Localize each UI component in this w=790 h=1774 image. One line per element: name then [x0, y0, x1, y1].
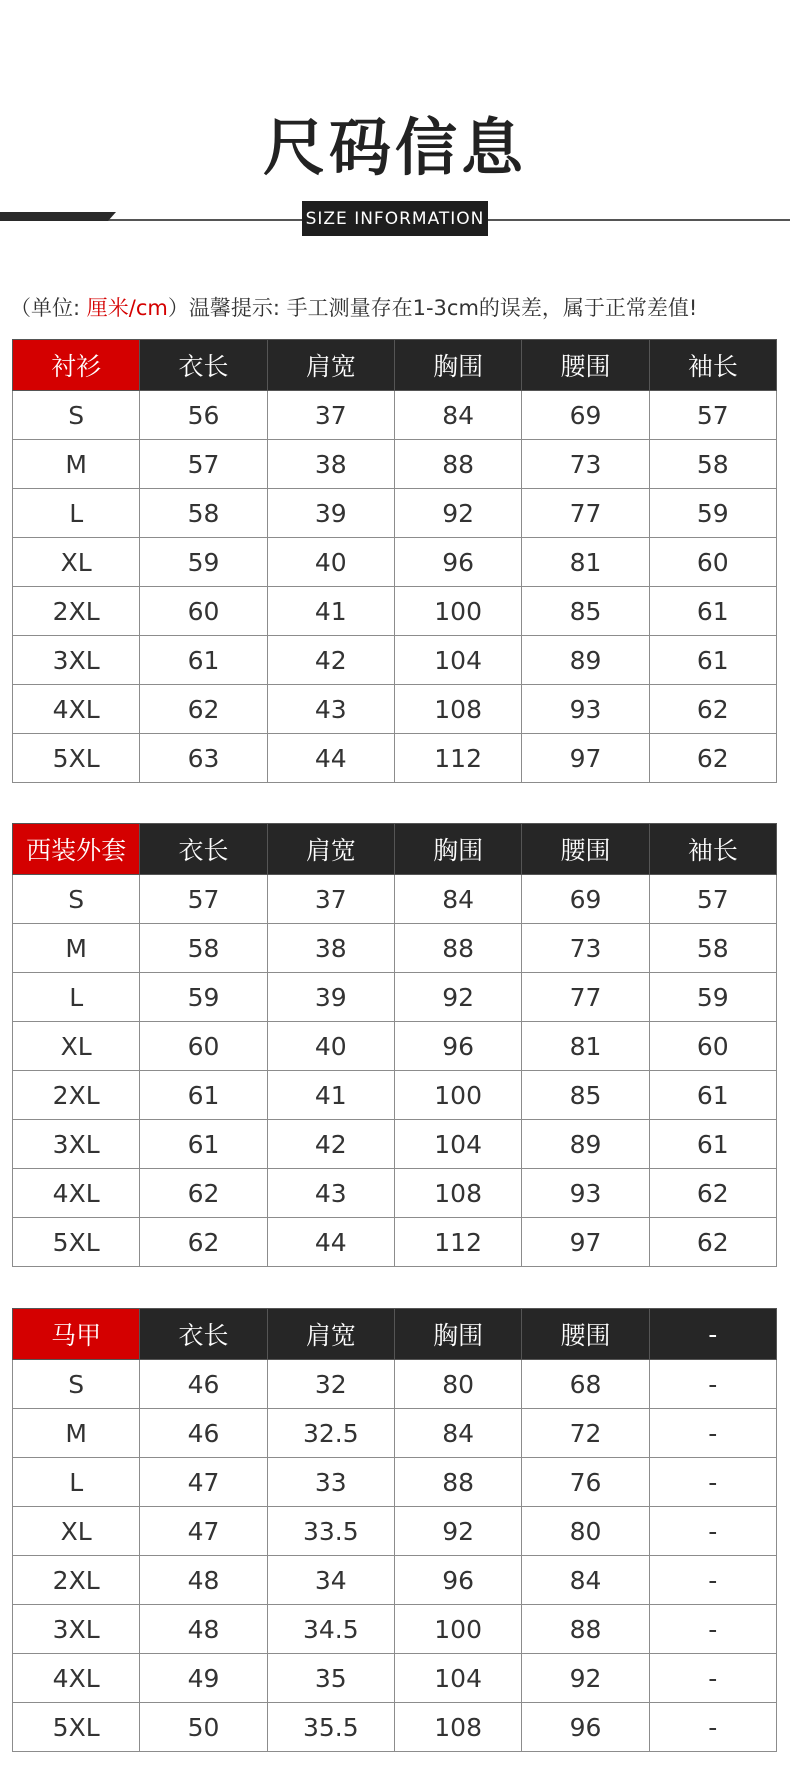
table-row [13, 1169, 777, 1218]
measurement-cell: 92 [394, 973, 521, 1022]
size-information-badge: SIZE INFORMATION [302, 201, 488, 236]
measurement-cell: 43 [267, 1169, 394, 1218]
measurement-cell: 77 [522, 973, 649, 1022]
measurement-cell: - [649, 1654, 776, 1703]
measurement-cell: 60 [140, 587, 267, 636]
measurement-cell: - [649, 1556, 776, 1605]
measurement-cell: 44 [267, 1218, 394, 1267]
column-header: 肩宽 [267, 824, 394, 875]
measurement-cell: 88 [394, 1458, 521, 1507]
measurement-cell: 81 [522, 1022, 649, 1071]
measurement-cell: 57 [140, 875, 267, 924]
column-header: 胸围 [394, 1309, 521, 1360]
measurement-cell: 57 [140, 440, 267, 489]
column-header: 腰围 [522, 340, 649, 391]
size-label-cell: M [13, 924, 140, 973]
measurement-cell: 96 [394, 1556, 521, 1605]
size-table-suit-jacket [12, 823, 777, 1267]
measurement-cell: 33 [267, 1458, 394, 1507]
measurement-cell: 100 [394, 587, 521, 636]
table-row [13, 440, 777, 489]
measurement-cell: 58 [649, 440, 776, 489]
measurement-cell: 60 [649, 1022, 776, 1071]
measurement-cell: 89 [522, 1120, 649, 1169]
column-header: 腰围 [522, 1309, 649, 1360]
table-row [13, 1120, 777, 1169]
measurement-cell: 88 [394, 440, 521, 489]
measurement-cell: 50 [140, 1703, 267, 1752]
garment-type-header: 西装外套 [13, 824, 140, 875]
measurement-cell: 96 [522, 1703, 649, 1752]
measurement-cell: 108 [394, 1169, 521, 1218]
measurement-cell: 104 [394, 1654, 521, 1703]
measurement-cell: 32 [267, 1360, 394, 1409]
measurement-cell: 73 [522, 924, 649, 973]
measurement-cell: 35 [267, 1654, 394, 1703]
measurement-cell: 92 [394, 1507, 521, 1556]
measurement-cell: 108 [394, 685, 521, 734]
measurement-cell: 46 [140, 1409, 267, 1458]
measurement-cell: 59 [140, 973, 267, 1022]
measurement-cell: 34 [267, 1556, 394, 1605]
column-header: 肩宽 [267, 1309, 394, 1360]
measurement-cell: 100 [394, 1071, 521, 1120]
measurement-cell: 40 [267, 1022, 394, 1071]
measurement-cell: 61 [140, 1071, 267, 1120]
measurement-cell: 44 [267, 734, 394, 783]
note-unit: 厘米/cm [86, 296, 168, 320]
size-label-cell: 4XL [13, 1169, 140, 1218]
measurement-cell: 46 [140, 1360, 267, 1409]
table-row [13, 391, 777, 440]
table-row [13, 489, 777, 538]
measurement-cell: 40 [267, 538, 394, 587]
measurement-cell: 32.5 [267, 1409, 394, 1458]
size-label-cell: 2XL [13, 1556, 140, 1605]
measurement-cell: 61 [649, 1071, 776, 1120]
measurement-cell: 34.5 [267, 1605, 394, 1654]
measurement-cell: 97 [522, 1218, 649, 1267]
measurement-cell: 85 [522, 587, 649, 636]
measurement-cell: 42 [267, 1120, 394, 1169]
measurement-cell: 84 [394, 391, 521, 440]
measurement-cell: 57 [649, 875, 776, 924]
size-label-cell: L [13, 1458, 140, 1507]
measurement-cell: - [649, 1360, 776, 1409]
measurement-cell: - [649, 1458, 776, 1507]
column-header: 袖长 [649, 824, 776, 875]
column-header: 衣长 [140, 1309, 267, 1360]
column-header: 肩宽 [267, 340, 394, 391]
measurement-cell: 84 [394, 875, 521, 924]
measurement-cell: 58 [140, 924, 267, 973]
column-header: - [649, 1309, 776, 1360]
table-row [13, 924, 777, 973]
column-header: 衣长 [140, 340, 267, 391]
measurement-cell: 73 [522, 440, 649, 489]
header-row [13, 1309, 777, 1360]
measurement-cell: 59 [140, 538, 267, 587]
table-row [13, 1022, 777, 1071]
measurement-cell: 48 [140, 1605, 267, 1654]
measurement-cell: 60 [140, 1022, 267, 1071]
measurement-cell: 93 [522, 1169, 649, 1218]
measurement-cell: 85 [522, 1071, 649, 1120]
measurement-cell: 61 [649, 1120, 776, 1169]
measurement-cell: 35.5 [267, 1703, 394, 1752]
size-table-shirt [12, 339, 777, 783]
size-label-cell: S [13, 875, 140, 924]
measurement-cell: 56 [140, 391, 267, 440]
column-header: 腰围 [522, 824, 649, 875]
size-label-cell: 3XL [13, 636, 140, 685]
table-row [13, 1071, 777, 1120]
measurement-cell: 80 [522, 1507, 649, 1556]
measurement-cell: 47 [140, 1507, 267, 1556]
table-row [13, 1703, 777, 1752]
measurement-cell: 72 [522, 1409, 649, 1458]
measurement-cell: 58 [140, 489, 267, 538]
measurement-cell: - [649, 1507, 776, 1556]
size-label-cell: L [13, 973, 140, 1022]
measurement-cell: 62 [649, 1218, 776, 1267]
measurement-cell: - [649, 1605, 776, 1654]
measurement-cell: 59 [649, 973, 776, 1022]
size-label-cell: L [13, 489, 140, 538]
measurement-cell: 59 [649, 489, 776, 538]
size-label-cell: S [13, 391, 140, 440]
column-header: 胸围 [394, 824, 521, 875]
measurement-cell: 92 [522, 1654, 649, 1703]
measurement-cell: 62 [649, 1169, 776, 1218]
table-row [13, 973, 777, 1022]
measurement-cell: 37 [267, 875, 394, 924]
measurement-note [10, 293, 785, 323]
table-row [13, 1605, 777, 1654]
note-rest: ）温馨提示: 手工测量存在1-3cm的误差，属于正常差值! [167, 296, 698, 320]
measurement-cell: 92 [394, 489, 521, 538]
measurement-cell: 61 [649, 636, 776, 685]
measurement-cell: 38 [267, 440, 394, 489]
table-row [13, 1556, 777, 1605]
measurement-cell: 76 [522, 1458, 649, 1507]
measurement-cell: 68 [522, 1360, 649, 1409]
measurement-cell: 62 [649, 685, 776, 734]
measurement-cell: 96 [394, 1022, 521, 1071]
size-label-cell: 4XL [13, 1654, 140, 1703]
size-label-cell: M [13, 1409, 140, 1458]
page-title: 尺码信息 [262, 111, 527, 184]
table-row [13, 1458, 777, 1507]
size-label-cell: 5XL [13, 734, 140, 783]
measurement-cell: 77 [522, 489, 649, 538]
measurement-cell: 89 [522, 636, 649, 685]
table-row [13, 636, 777, 685]
measurement-cell: - [649, 1409, 776, 1458]
size-label-cell: XL [13, 538, 140, 587]
size-label-cell: 2XL [13, 587, 140, 636]
column-header: 衣长 [140, 824, 267, 875]
measurement-cell: 49 [140, 1654, 267, 1703]
measurement-cell: 108 [394, 1703, 521, 1752]
measurement-cell: 48 [140, 1556, 267, 1605]
measurement-cell: 96 [394, 538, 521, 587]
measurement-cell: 69 [522, 391, 649, 440]
table-row [13, 1409, 777, 1458]
measurement-cell: 61 [140, 636, 267, 685]
measurement-cell: 112 [394, 1218, 521, 1267]
size-label-cell: 4XL [13, 685, 140, 734]
measurement-cell: 39 [267, 489, 394, 538]
table-row [13, 685, 777, 734]
measurement-cell: 41 [267, 587, 394, 636]
measurement-cell: 112 [394, 734, 521, 783]
note-open: （单位: [10, 296, 87, 320]
column-header: 胸围 [394, 340, 521, 391]
size-label-cell: 3XL [13, 1120, 140, 1169]
measurement-cell: 58 [649, 924, 776, 973]
measurement-cell: 57 [649, 391, 776, 440]
measurement-cell: 62 [140, 1169, 267, 1218]
header-row [13, 824, 777, 875]
size-label-cell: 5XL [13, 1218, 140, 1267]
measurement-cell: 63 [140, 734, 267, 783]
measurement-cell: 88 [522, 1605, 649, 1654]
measurement-cell: 61 [140, 1120, 267, 1169]
table-row [13, 538, 777, 587]
measurement-cell: 38 [267, 924, 394, 973]
table-row [13, 734, 777, 783]
measurement-cell: 81 [522, 538, 649, 587]
measurement-cell: 97 [522, 734, 649, 783]
measurement-cell: 84 [522, 1556, 649, 1605]
size-label-cell: M [13, 440, 140, 489]
measurement-cell: 62 [649, 734, 776, 783]
measurement-cell: 61 [649, 587, 776, 636]
table-row [13, 587, 777, 636]
measurement-cell: 62 [140, 685, 267, 734]
size-label-cell: S [13, 1360, 140, 1409]
measurement-cell: 84 [394, 1409, 521, 1458]
measurement-cell: - [649, 1703, 776, 1752]
size-label-cell: 3XL [13, 1605, 140, 1654]
column-header: 袖长 [649, 340, 776, 391]
measurement-cell: 62 [140, 1218, 267, 1267]
size-label-cell: XL [13, 1022, 140, 1071]
divider-accent [0, 212, 108, 221]
measurement-cell: 100 [394, 1605, 521, 1654]
measurement-cell: 39 [267, 973, 394, 1022]
measurement-cell: 80 [394, 1360, 521, 1409]
size-label-cell: XL [13, 1507, 140, 1556]
measurement-cell: 104 [394, 636, 521, 685]
measurement-cell: 42 [267, 636, 394, 685]
garment-type-header: 衬衫 [13, 340, 140, 391]
garment-type-header: 马甲 [13, 1309, 140, 1360]
measurement-cell: 69 [522, 875, 649, 924]
header-row [13, 340, 777, 391]
size-label-cell: 5XL [13, 1703, 140, 1752]
table-row [13, 1654, 777, 1703]
measurement-cell: 41 [267, 1071, 394, 1120]
table-row [13, 1360, 777, 1409]
table-row [13, 1218, 777, 1267]
measurement-cell: 104 [394, 1120, 521, 1169]
measurement-cell: 37 [267, 391, 394, 440]
table-row [13, 1507, 777, 1556]
measurement-cell: 47 [140, 1458, 267, 1507]
table-row [13, 875, 777, 924]
measurement-cell: 93 [522, 685, 649, 734]
size-label-cell: 2XL [13, 1071, 140, 1120]
measurement-cell: 60 [649, 538, 776, 587]
measurement-cell: 88 [394, 924, 521, 973]
measurement-cell: 33.5 [267, 1507, 394, 1556]
measurement-cell: 43 [267, 685, 394, 734]
size-table-vest [12, 1308, 777, 1752]
